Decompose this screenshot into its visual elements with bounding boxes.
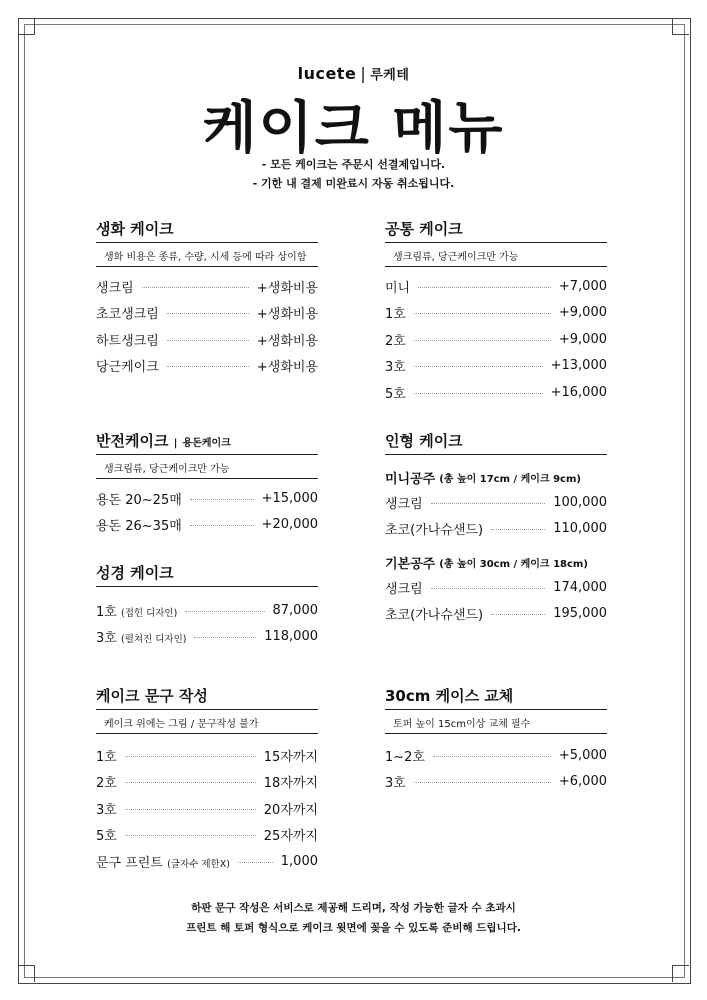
section-common xyxy=(385,218,607,406)
title-main: 반전케이크 xyxy=(96,432,169,450)
section-bible-cake xyxy=(96,562,318,650)
dot-leader xyxy=(125,809,256,810)
menu-row xyxy=(385,489,607,516)
item-name: 초코생크림 xyxy=(96,307,159,323)
item-name xyxy=(96,627,186,646)
menu-row xyxy=(96,597,318,624)
menu-row xyxy=(385,516,607,543)
dot-leader xyxy=(414,782,551,783)
menu-row xyxy=(96,848,318,875)
section-note: 토퍼 높이 15cm이상 교체 필수 xyxy=(393,719,531,730)
group-name: 미니공주 xyxy=(385,471,436,487)
divider xyxy=(385,454,607,455)
item-sub: (글자수 제한X) xyxy=(167,858,230,870)
dot-leader xyxy=(418,287,551,288)
item-name: 2호 xyxy=(385,333,406,349)
item-price: +16,000 xyxy=(550,384,607,400)
menu-row xyxy=(385,300,607,327)
item-price: +생화비용 xyxy=(256,360,318,376)
section-doll-cake xyxy=(385,430,607,627)
item-name: 3호 xyxy=(96,802,117,818)
dot-leader xyxy=(491,529,545,530)
dot-leader xyxy=(414,313,551,314)
item-name: 2호 xyxy=(96,776,117,792)
menu-row xyxy=(96,353,318,380)
menu-row xyxy=(96,512,318,539)
item-sub: (접힌 디자인) xyxy=(120,607,178,619)
dot-leader xyxy=(431,503,546,504)
group-desc: (총 높이 30cm / 케이크 18cm) xyxy=(439,558,588,570)
menu-row xyxy=(385,601,607,628)
dot-leader xyxy=(238,862,273,863)
dot-leader xyxy=(142,287,249,288)
item-name: 1~2호 xyxy=(385,749,425,765)
item-name: 초코(가나슈샌드) xyxy=(385,608,484,624)
divider xyxy=(96,733,318,734)
dot-leader xyxy=(185,611,264,612)
menu-row xyxy=(385,769,607,796)
dot-leader xyxy=(194,637,256,638)
item-price: 25자까지 xyxy=(263,829,318,845)
menu-row xyxy=(96,822,318,849)
item-size: 1호 xyxy=(96,604,117,620)
menu-row xyxy=(96,273,318,300)
footer-line-1: 하판 문구 작성은 서비스로 제공해 드리며, 작성 가능한 글자 수 초과시 xyxy=(191,902,516,914)
section-title: 인형 케이크 xyxy=(385,432,463,450)
dot-leader xyxy=(431,588,546,589)
divider xyxy=(96,478,318,479)
section-title: 공통 케이크 xyxy=(385,220,463,238)
item-name: 3호 xyxy=(385,776,406,792)
dot-leader xyxy=(167,313,249,314)
item-price: 1,000 xyxy=(280,853,318,869)
item-name: 용돈 26~35매 xyxy=(96,519,182,535)
item-name: 1호 xyxy=(96,749,117,765)
section-note: 생크림류, 당근케이크만 가능 xyxy=(393,252,519,263)
item-sub: (펼쳐진 디자인) xyxy=(120,634,187,646)
item-name: 3호 xyxy=(385,360,406,376)
menu-row xyxy=(385,326,607,353)
menu-row xyxy=(96,742,318,769)
section-title: 케이크 문구 작성 xyxy=(96,687,208,705)
item-price: +9,000 xyxy=(558,305,607,321)
corner-ornament-bl xyxy=(18,965,35,982)
item-price: +5,000 xyxy=(558,747,607,763)
item-price: +생화비용 xyxy=(256,307,318,323)
dot-leader xyxy=(414,393,543,394)
section-note: 생크림류, 당근케이크만 가능 xyxy=(104,464,230,475)
dot-leader xyxy=(433,756,551,757)
item-name: 초코(가나슈샌드) xyxy=(385,523,484,539)
notice-line-1: - 모든 케이크는 주문시 선결제입니다. xyxy=(261,158,446,171)
section-title: 30cm 케이스 교체 xyxy=(385,687,514,705)
brand-en: lucete xyxy=(297,64,357,83)
dot-leader xyxy=(125,835,256,836)
dot-leader xyxy=(190,499,254,500)
item-name: 하트생크림 xyxy=(96,333,159,349)
dot-leader xyxy=(125,782,256,783)
menu-row xyxy=(96,326,318,353)
section-title: 생화 케이크 xyxy=(96,220,174,238)
item-price: 110,000 xyxy=(553,521,607,537)
group-desc: (총 높이 17cm / 케이크 9cm) xyxy=(439,473,581,485)
item-name: 5호 xyxy=(385,386,406,402)
item-price: 20자까지 xyxy=(263,802,318,818)
menu-row xyxy=(96,485,318,512)
menu-row xyxy=(96,300,318,327)
corner-ornament-tr xyxy=(672,18,689,35)
item-price: +9,000 xyxy=(558,331,607,347)
item-size: 3호 xyxy=(96,631,117,647)
section-note: 생화 비용은 종류, 수량, 시세 등에 따라 상이함 xyxy=(104,252,307,263)
menu-row xyxy=(96,795,318,822)
item-price: +6,000 xyxy=(558,774,607,790)
dot-leader xyxy=(125,756,256,757)
item-price: +생화비용 xyxy=(256,333,318,349)
brand-logo xyxy=(0,64,707,83)
menu-row xyxy=(96,624,318,651)
divider xyxy=(385,266,607,267)
section-title xyxy=(96,430,318,454)
menu-row xyxy=(385,574,607,601)
section-reversal-cake xyxy=(96,430,318,538)
page-title: 케이크 메뉴 xyxy=(202,96,505,161)
section-lettering xyxy=(96,685,318,875)
dot-leader xyxy=(491,614,545,615)
divider xyxy=(96,266,318,267)
corner-ornament-tl xyxy=(18,18,35,35)
item-price: 15자까지 xyxy=(263,749,318,765)
divider xyxy=(96,586,318,587)
item-price: 18자까지 xyxy=(263,776,318,792)
item-name: 당근케이크 xyxy=(96,360,159,376)
group-header xyxy=(385,550,607,574)
menu-row xyxy=(96,769,318,796)
title-sub: 용돈케이크 xyxy=(182,438,231,449)
dot-leader xyxy=(167,340,249,341)
item-price: 195,000 xyxy=(553,606,607,622)
group-header xyxy=(385,465,607,489)
section-fresh-flower xyxy=(96,218,318,379)
menu-row xyxy=(385,353,607,380)
item-name xyxy=(96,852,230,871)
item-name: 5호 xyxy=(96,829,117,845)
item-price: +생화비용 xyxy=(256,280,318,296)
menu-row xyxy=(385,273,607,300)
item-name: 생크림 xyxy=(96,280,134,296)
item-main: 문구 프린트 xyxy=(96,855,163,871)
section-note: 케이크 위에는 그림 / 문구작성 불가 xyxy=(104,719,259,730)
item-price: +15,000 xyxy=(261,490,318,506)
section-title: 성경 케이크 xyxy=(96,564,174,582)
dot-leader xyxy=(167,366,249,367)
item-price: 100,000 xyxy=(553,494,607,510)
dot-leader xyxy=(414,366,543,367)
menu-row xyxy=(385,379,607,406)
item-price: +13,000 xyxy=(550,358,607,374)
corner-ornament-br xyxy=(672,965,689,982)
item-price: 118,000 xyxy=(264,629,318,645)
group-name: 기본공주 xyxy=(385,556,436,572)
item-name xyxy=(96,601,177,620)
brand-separator: | xyxy=(360,64,367,83)
dot-leader xyxy=(190,525,254,526)
notice-line-2: - 기한 내 결제 미완료시 자동 취소됩니다. xyxy=(252,177,455,190)
brand-kr: 루케테 xyxy=(370,68,410,83)
item-name: 1호 xyxy=(385,307,406,323)
menu-row xyxy=(385,742,607,769)
item-price: 87,000 xyxy=(272,602,318,618)
item-name: 미니 xyxy=(385,280,411,296)
item-price: +7,000 xyxy=(558,278,607,294)
title-separator: | xyxy=(173,438,178,449)
item-name: 생크림 xyxy=(385,496,423,512)
item-name: 생크림 xyxy=(385,581,423,597)
item-name: 용돈 20~25매 xyxy=(96,492,182,508)
footer-line-2: 프린트 해 토퍼 형식으로 케이크 윗면에 꽂을 수 있도록 준비해 드립니다. xyxy=(186,922,521,934)
section-case-swap xyxy=(385,685,607,795)
item-price: 174,000 xyxy=(553,579,607,595)
dot-leader xyxy=(414,340,551,341)
divider xyxy=(385,733,607,734)
item-price: +20,000 xyxy=(261,517,318,533)
